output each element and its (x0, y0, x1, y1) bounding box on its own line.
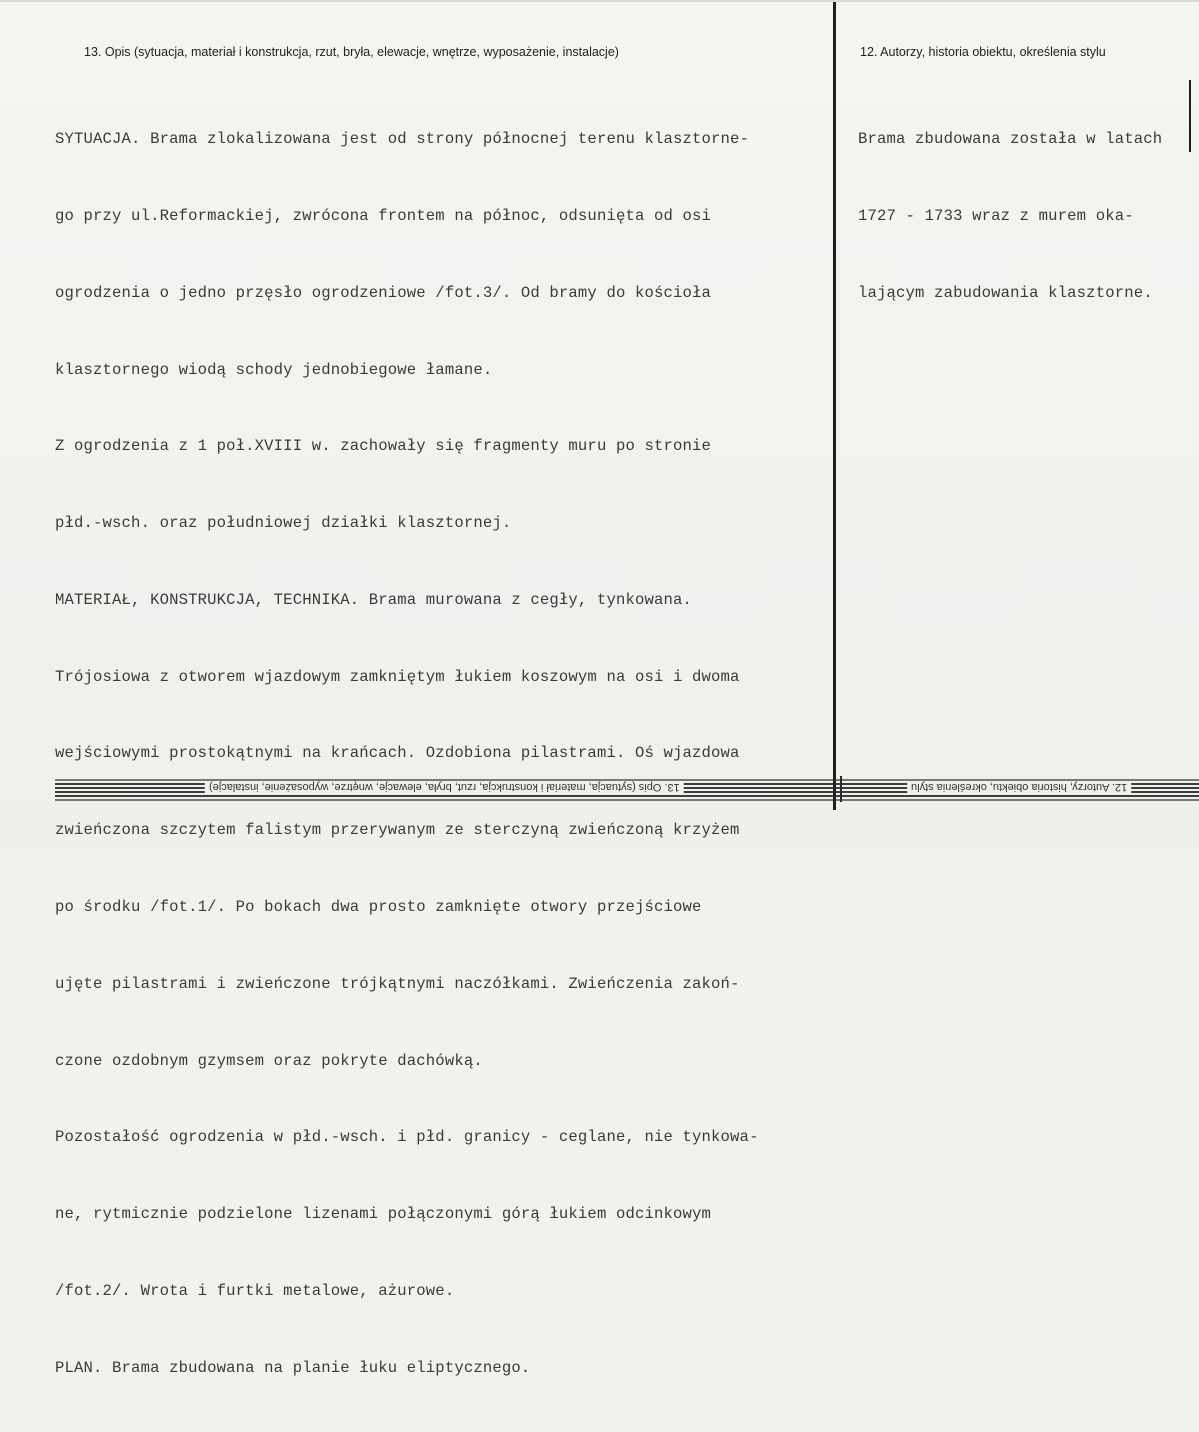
band-rule (55, 799, 1199, 801)
description-line: klasztornego wiodą schody jednobiegowe łamane. (55, 360, 493, 379)
description-line: go przy ul.Reformackiej, zwrócona frontem na północ, odsunięta od osi (55, 206, 712, 225)
history-line: 1727 - 1733 wraz z murem oka- (858, 206, 1134, 225)
band-rule (55, 795, 1199, 797)
description-section-header: 13. Opis (sytuacja, materiał i konstrukcja, rzut, bryła, elewacje, wnętrze, wyposażenie, instalacje) (84, 45, 619, 59)
history-section-header: 12. Autorzy, historia obiektu, określenia stylu (860, 45, 1106, 59)
history-text (858, 76, 1162, 358)
bottom-engraved-band (55, 776, 1199, 802)
description-line: PLAN. Brama zbudowana na planie łuku eliptycznego. (55, 1358, 531, 1377)
column-divider (833, 2, 836, 810)
description-line: SYTUACJA. Brama zlokalizowana jest od strony północnej terenu klasztorne- (55, 130, 750, 149)
description-line: czone ozdobnym gzymsem oraz pokryte dachówką. (55, 1051, 483, 1070)
description-text (55, 76, 759, 1432)
description-line: ujęte pilastrami i zwieńczone trójkątnymi naczółkami. Zwieńczenia zakoń- (55, 974, 740, 993)
band-text-mirrored-history: 12. Autorzy, historia obiektu, określenia stylu (907, 781, 1131, 793)
history-line: Brama zbudowana została w latach (858, 130, 1163, 149)
description-line: ogrodzenia o jedno przęsło ogrodzeniowe /fot.3/. Od bramy do kościoła (55, 283, 712, 302)
description-line: płd.-wsch. oraz południowej działki klasztornej. (55, 514, 512, 533)
description-line: Trójosiowa z otworem wjazdowym zamkniętym łukiem koszowym na osi i dwoma (55, 667, 740, 686)
right-edge-mark (1189, 80, 1191, 152)
description-line: po środku /fot.1/. Po bokach dwa prosto zamknięte otwory przejściowe (55, 898, 702, 916)
history-line: lającym zabudowania klasztorne. (858, 283, 1153, 302)
description-line: ne, rytmicznie podzielone lizenami połączonymi górą łukiem odcinkowym (55, 1205, 712, 1224)
band-separator (840, 776, 842, 802)
description-line: Z ogrodzenia z 1 poł.XVIII w. zachowały się fragmenty muru po stronie (55, 437, 712, 456)
description-line: /fot.2/. Wrota i furtki metalowe, ażurowe. (55, 1281, 455, 1300)
description-line: Pozostałość ogrodzenia w płd.-wsch. i płd. granicy - ceglane, nie tynkowa- (55, 1128, 759, 1147)
description-line: zwieńczona szczytem falistym przerywanym ze sterczyną zwieńczoną krzyżem (55, 821, 740, 840)
description-line: MATERIAŁ, KONSTRUKCJA, TECHNIKA. Brama murowana z cegły, tynkowana. (55, 590, 693, 609)
band-text-mirrored-description: 13. Opis (sytuacja, materiał i konstrukcja, rzut, bryła, elewacje, wnętrze, wyposażenie, instalacje) (205, 781, 684, 793)
description-line: wejściowymi prostokątnymi na krańcach. Ozdobiona pilastrami. Oś wjazdowa (55, 744, 740, 763)
